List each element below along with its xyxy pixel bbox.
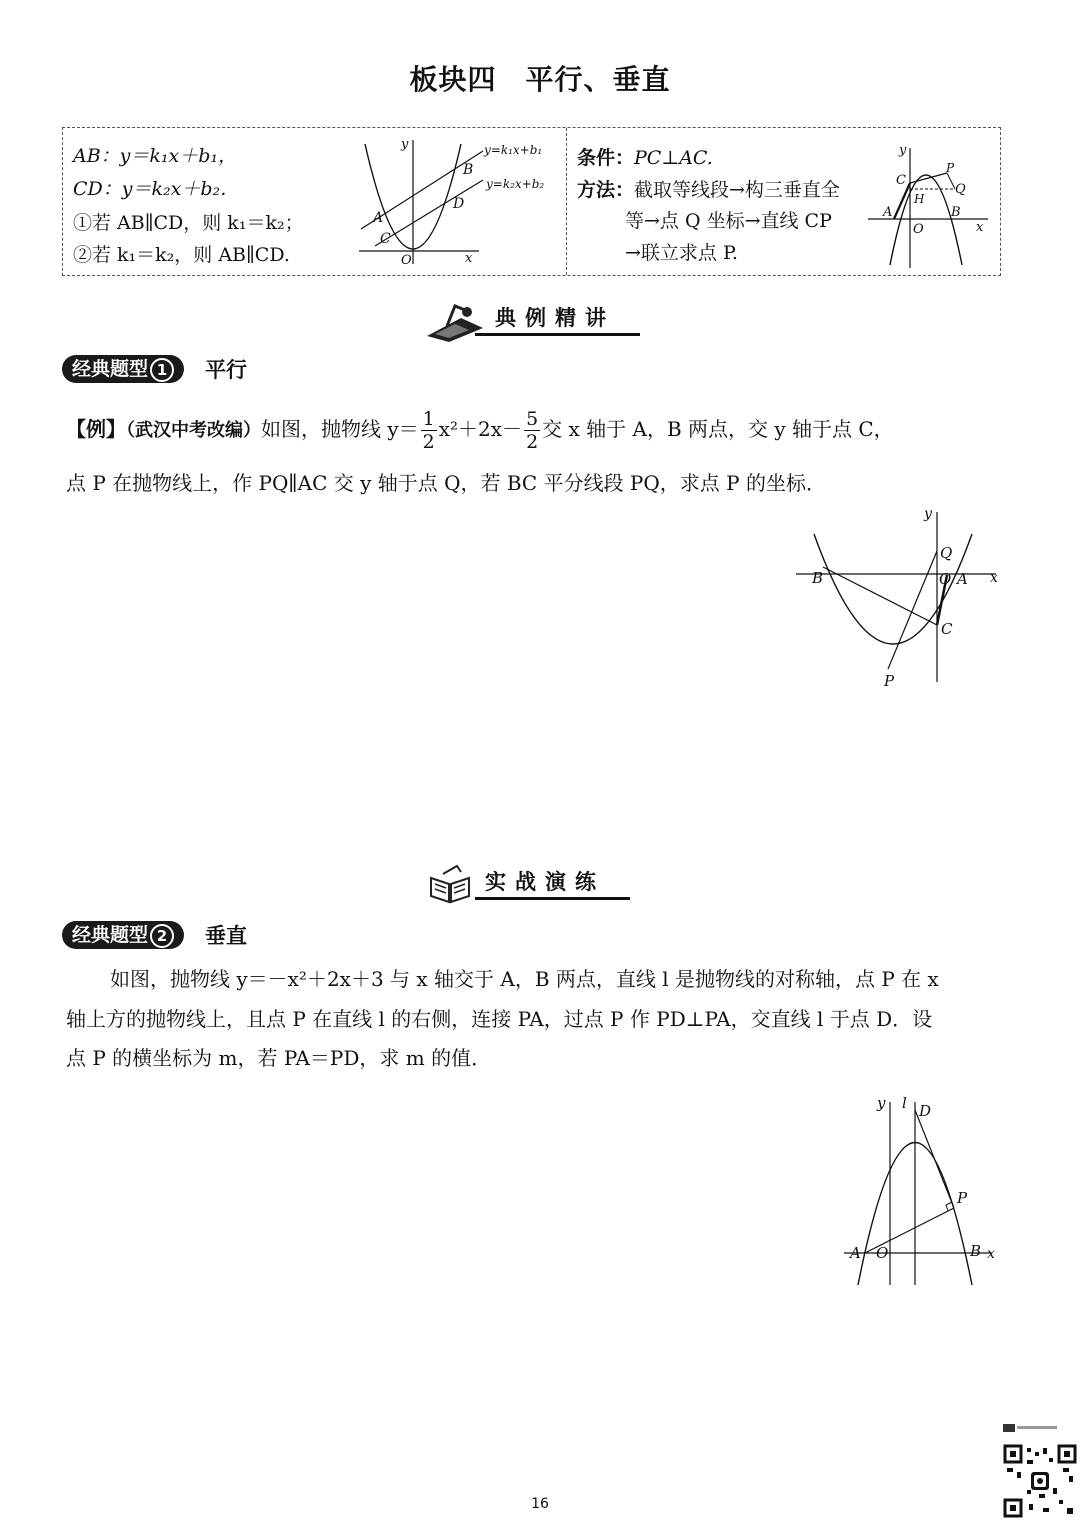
example-line-1 (66, 408, 894, 453)
section-title-examples: 典例精讲 (495, 306, 615, 330)
fraction-five-halves (524, 408, 540, 453)
frac1-num: 1 (422, 408, 435, 430)
ex-label-O: O (939, 570, 952, 588)
exr-label-A: A (850, 1244, 861, 1262)
type-name-2: 垂直 (205, 924, 247, 948)
fig1-label-C: C (380, 231, 391, 247)
method-line-2: 等→点 Q 坐标→直线 CP (625, 210, 832, 232)
summary-line-4: ②若 k₁＝k₂，则 AB∥CD. (73, 244, 290, 266)
summary-divider (566, 128, 567, 275)
ex-label-x: x (990, 570, 998, 586)
fig1-label-x: x (465, 251, 473, 266)
summary-line-3: ①若 AB∥CD，则 k₁＝k₂； (73, 212, 304, 234)
type-badge-label: 经典题型 (72, 358, 149, 380)
section-underline-2 (475, 897, 630, 900)
fig1-label-D: D (453, 196, 465, 212)
section-title-practice: 实战演练 (485, 870, 605, 894)
fig2-label-C: C (896, 173, 906, 188)
fig2-label-B: B (951, 205, 961, 220)
method-label: 方法： (577, 179, 635, 201)
exercise-parabola-figure (840, 1090, 1005, 1290)
type-badge-1 (62, 355, 184, 383)
type-badge-label-2: 经典题型 (72, 924, 149, 946)
example-line-2: 点 P 在抛物线上，作 PQ∥AC 交 y 轴于点 Q，若 BC 平分线段 PQ，求点 P 的坐标． (66, 471, 826, 495)
book-icon (427, 864, 475, 904)
fig2-label-H: H (914, 192, 925, 206)
fig2-label-A: A (883, 205, 893, 220)
example-text-a: 如图，抛物线 y＝ (261, 417, 419, 441)
exercise-line-1: 如图，抛物线 y＝－x²＋2x＋3 与 x 轴交于 A，B 两点，直线 l 是抛物线的对称轴，点 P 在 x (110, 967, 939, 991)
fig2-label-P: P (946, 161, 955, 175)
ex-label-B: B (812, 569, 824, 587)
fig2-label-y: y (899, 143, 907, 158)
perpendicular-figure (863, 140, 993, 270)
exr-label-O: O (876, 1244, 889, 1262)
summary-line-1: AB：y＝k₁x＋b₁， (73, 145, 238, 167)
exr-label-y: y (877, 1094, 886, 1112)
fig1-label-A: A (373, 210, 384, 226)
example-parabola-figure (790, 502, 1010, 692)
page-number: 16 (531, 1496, 549, 1512)
fig1-line2-label: y=k₂x+b₂ (486, 177, 545, 191)
summary-line-2: CD：y＝k₂x＋b₂． (73, 178, 240, 200)
fig1-label-O: O (401, 253, 412, 268)
exercise-line-3: 点 P 的横坐标为 m，若 PA＝PD，求 m 的值． (66, 1046, 492, 1070)
condition-label: 条件： (577, 147, 635, 169)
type-badge-number-2: 2 (150, 924, 174, 948)
type-badge-2 (62, 921, 184, 949)
fig1-label-B: B (463, 162, 474, 178)
fig2-label-O: O (913, 222, 924, 237)
ex-label-y: y (924, 506, 932, 522)
exr-label-l: l (902, 1094, 907, 1112)
section-header-practice (425, 862, 1065, 912)
method-line-1: 截取等线段→构三垂直全 (634, 179, 840, 201)
parallel-lines-figure (353, 134, 563, 269)
exr-label-x: x (987, 1246, 995, 1262)
example-text-c: 交 x 轴于 A，B 两点，交 y 轴于点 C， (542, 417, 894, 441)
ex-label-Q: Q (940, 544, 953, 562)
frac2-num: 5 (526, 408, 539, 430)
section-underline (475, 333, 640, 336)
fig2-label-Q: Q (955, 182, 966, 197)
type-badge-number: 1 (150, 358, 174, 382)
condition-text: PC⊥AC. (634, 147, 713, 169)
type-name-1: 平行 (205, 358, 247, 382)
ex-label-C: C (941, 620, 953, 638)
example-source: （武汉中考改编） (126, 420, 261, 441)
example-tag: 【例】 (66, 417, 126, 441)
fig2-label-x: x (976, 220, 984, 235)
exr-label-B: B (970, 1242, 982, 1260)
summary-box (62, 127, 1001, 276)
section-header-examples (425, 298, 1065, 348)
method-line-3: →联立求点 P. (625, 242, 738, 264)
ex-label-P: P (884, 672, 895, 690)
fig1-line1-label: y=k₁x+b₁ (484, 143, 543, 157)
frac1-den: 2 (422, 431, 435, 453)
frac2-den: 2 (526, 431, 539, 453)
exr-label-P: P (957, 1189, 968, 1207)
fig1-label-y: y (401, 137, 409, 152)
exr-label-D: D (919, 1102, 932, 1120)
ex-label-A: A (957, 570, 968, 588)
fraction-one-half (421, 408, 437, 453)
page-title: 板块四 平行、垂直 (409, 63, 671, 96)
exercise-line-2: 轴上方的抛物线上，且点 P 在直线 l 的右侧，连接 PA，过点 P 作 PD⊥PA，交直线 l 于点 D．设 (66, 1007, 933, 1031)
example-text-b: x²＋2x－ (438, 417, 523, 441)
